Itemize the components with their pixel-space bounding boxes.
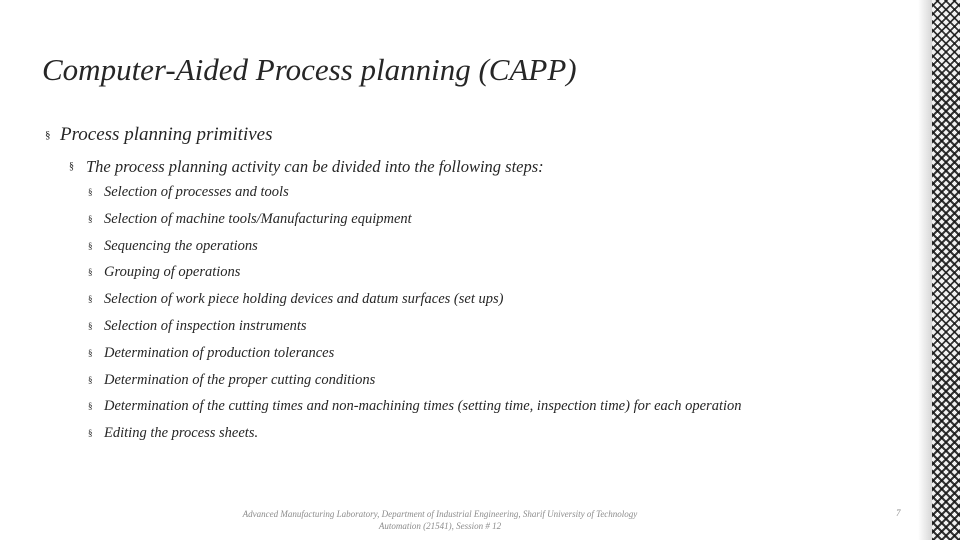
list-item xyxy=(0,183,900,202)
step-text: Editing the process sheets. xyxy=(104,425,259,442)
step-text: Determination of the cutting times and non-machining times (setting time, inspection time) for each operation xyxy=(104,398,742,415)
square-bullet-icon: § xyxy=(88,240,93,251)
step-text: Selection of machine tools/Manufacturing equipment xyxy=(104,210,412,227)
square-bullet-icon: § xyxy=(88,374,93,385)
slide-footer xyxy=(180,508,700,532)
square-bullet-icon: § xyxy=(88,320,93,331)
square-bullet-icon: § xyxy=(88,401,93,412)
square-bullet-icon: § xyxy=(88,347,93,358)
square-bullet-icon: § xyxy=(45,129,51,141)
footer-line-1: Advanced Manufacturing Laboratory, Department of Industrial Engineering, Sharif University of Technology xyxy=(242,509,638,519)
list-item xyxy=(0,263,900,282)
square-bullet-icon: § xyxy=(88,294,93,305)
square-bullet-icon: § xyxy=(69,161,74,172)
step-text: Sequencing the operations xyxy=(104,237,258,254)
bullet-level-2 xyxy=(0,156,900,178)
square-bullet-icon: § xyxy=(88,428,93,439)
list-item xyxy=(0,344,900,363)
square-bullet-icon: § xyxy=(88,267,93,278)
step-text: Determination of production tolerances xyxy=(104,344,335,361)
list-item xyxy=(0,237,900,256)
step-text: Grouping of operations xyxy=(104,264,241,281)
bullet-level-1-text: Process planning primitives xyxy=(60,124,273,145)
list-item xyxy=(0,317,900,336)
slide-body xyxy=(0,122,900,451)
slide-title: Computer-Aided Process planning (CAPP) xyxy=(42,52,577,87)
step-text: Determination of the proper cutting conditions xyxy=(104,371,376,388)
footer-line-2: Automation (21541), Session # 12 xyxy=(378,521,502,531)
list-item xyxy=(0,210,900,229)
page-number: 7 xyxy=(896,508,901,518)
list-item xyxy=(0,424,900,443)
step-text: Selection of processes and tools xyxy=(104,184,289,200)
bullet-level-1 xyxy=(0,122,900,148)
step-text: Selection of inspection instruments xyxy=(104,317,307,334)
decorative-pattern-bar xyxy=(932,0,960,540)
step-text: Selection of work piece holding devices and datum surfaces (set ups) xyxy=(104,291,504,308)
list-item xyxy=(0,397,900,416)
square-bullet-icon: § xyxy=(88,213,93,224)
square-bullet-icon: § xyxy=(88,187,93,197)
slide-edge-shadow xyxy=(918,0,932,540)
list-item xyxy=(0,290,900,309)
list-item xyxy=(0,371,900,390)
process-steps-list xyxy=(0,183,900,443)
bullet-level-2-text: The process planning activity can be divided into the following steps: xyxy=(86,157,544,176)
